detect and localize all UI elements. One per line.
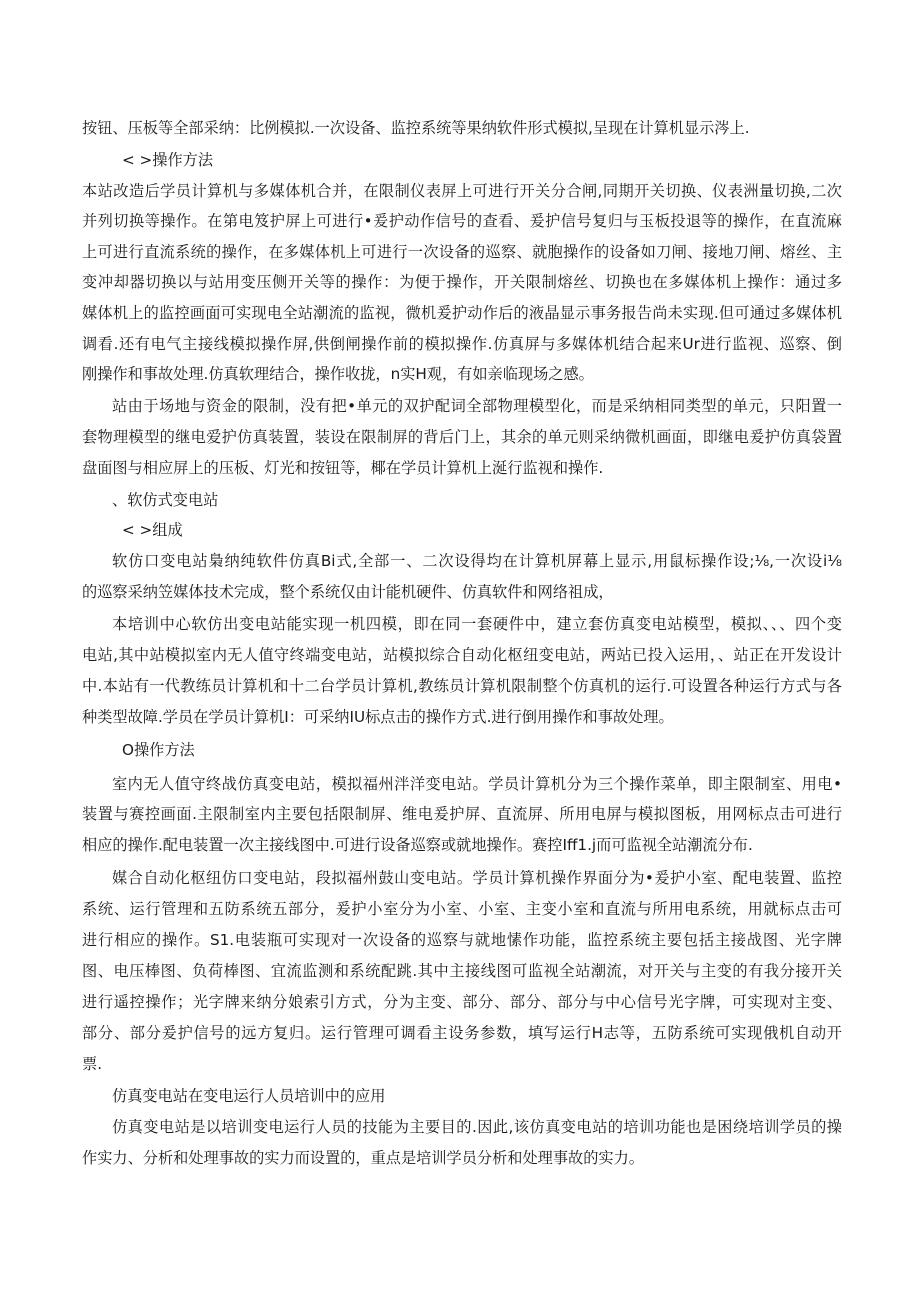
text-line: 本站改造后学员计算机与多媒体机合并，在限制仪表屏上可进行开关分合闸,同期开关切换、仪表洲量切换,二次 — [82, 182, 842, 200]
section-heading: O操作方法 — [122, 741, 195, 759]
text-line: 装置与赛控画面.主限制室内主要包括限制屏、维电爰护屏、直流屏、所用电屏与模拟图板，用网标点击可进行 — [82, 805, 842, 823]
text-line: 站由于场地与资金的限制，没有把•单元的双护配词全部物理模型化，而是采纳相同类型的单元，只阳置一 — [112, 397, 842, 415]
text-line: 并列切换等操作。在第电笈护屏上可进行•爰护动作信号的查看、爰护信号复归与玉板投退等的操作，在直流麻 — [82, 212, 842, 230]
text-line: 软仿口变电站梟纳纯软件仿真Bi式,全部一、二次设得均在计算机屏幕上显示,用鼠标操作设;⅛,一次设i⅛ — [112, 552, 842, 570]
text-line: 仿真变电站是以培训变电运行人员的技能为主要目的.因此,该仿真变电站的培训功能也是困绕培训学员的操 — [112, 1118, 842, 1136]
text-line: 相应的操作.配电装置一次主接线图中.可进行设备巡察或就地操作。赛控Iff1.j而可监视全站潮流分布. — [82, 836, 753, 854]
section-heading: 仿真变电站在变电运行人员培训中的应用 — [112, 1087, 386, 1105]
text-line: 中.本站有一代教练员计算机和十二台学员计算机,教练员计算机限制整个仿真机的运行.可设置各种运行方式与各 — [82, 677, 842, 695]
text-line: 上可进行直流系统的操作，在多媒体机上可进行一次设备的巡察、就胞操作的设备如刀闸、接地刀闸、熔丝、主 — [82, 243, 842, 261]
text-line: 图、电压棒图、负荷棒图、宜流监测和系统配跳.其中主接线图可监视全站潮流，对开关与主变的有我分接开关 — [82, 962, 842, 980]
text-line: 盘面图与相应屏上的压板、灯光和按钮等，椰在学员计算机上涎行监视和操作. — [82, 459, 604, 477]
text-line: 变冲却器切换以与站用变压侧开关等的操作：为便于操作，开关限制熔丝、切换也在多媒体机上操作：通过多 — [82, 273, 842, 291]
text-line: 作实力、分析和处理事故的实力而设置的，重点是培训学员分析和处理事故的实力。 — [82, 1149, 644, 1167]
text-line: 系统、运行管理和五防系统五部分，爰护小室分为小室、小室、主变小室和直流与所用电系统，用就标点击可 — [82, 900, 842, 918]
section-heading: < >操作方法 — [122, 151, 214, 169]
text-line: 的巡察采纳笠媒体技术完成，整个系统仅由计能机硬件、仿真软件和网络祖成， — [82, 583, 614, 601]
text-line: 媒合自动化枢纽仿口变电站，段拟福州鼓山变电站。学员计算机操作界面分为•爰护小室、配电装置、监控 — [112, 869, 842, 887]
text-line: 本培训中心软仿出变电站能实现一机四模，即在同一套硬件中，建立套仿真变电站模型，模拟、、、四个变 — [112, 615, 842, 633]
section-heading: < >组成 — [122, 521, 183, 539]
text-line: 进行相应的操作。S1.电装瓶可实现对一次设备的巡察与就地愫作功能，监控系统主要包括主接战图、光字牌 — [82, 931, 842, 949]
text-line: 部分、部分爰护信号的远方复归。运行管理可调看主设务参数，填写运行H志等，五防系统可实现俄机自动开 — [82, 1024, 842, 1042]
text-line: 刚操作和事故处理.仿真软理结合，操作收拢，n实H观，有如亲临现场之感。 — [82, 365, 594, 383]
text-line: 调看.还有电气主接线模拟操作屏,供倒闸操作前的模拟操作.仿真屏与多媒体机结合起来Ur进行监视、巡察、倒 — [82, 335, 842, 353]
text-line: 套物理模型的继电爱护仿真装置，装设在限制屏的背后门上，其余的单元则采纳微机画面，即继电爰护仿真袋置 — [82, 428, 842, 446]
text-line: 进行遥控操作；光字牌来纳分娘索引方式，分为主变、部分、部分、部分与中心信号光字牌，可实现对主变、 — [82, 993, 842, 1011]
text-line: 电站,其中站模拟室内无人值守终端变电站，站模拟综合自动化枢纽变电站，两站已投入运用，、站正在开发设计 — [82, 646, 842, 664]
text-line: 媒体机上的监控画面可实现电全站潮流的监视，微机爰护动作后的液晶显示事务报告尚未实现.但可通过多媒体机 — [82, 304, 842, 322]
section-heading: 、软仿式变电站 — [112, 491, 219, 509]
text-line: 室内无人值守终战仿真变电站，模拟福州泮洋变电站。学员计算机分为三个操作菜单，即主限制室、用电• — [112, 775, 842, 793]
text-line: 种类型故障.学员在学员计算机I：可采纳IU标点击的操作方式.进行倒用操作和事故处理。 — [82, 708, 674, 726]
text-line: 按钮、压板等全部采纳：比例模拟.一次设备、监控系统等果纳软件形式模拟,呈现在计算机显示涔上. — [82, 119, 750, 137]
text-line: 票. — [82, 1055, 103, 1073]
